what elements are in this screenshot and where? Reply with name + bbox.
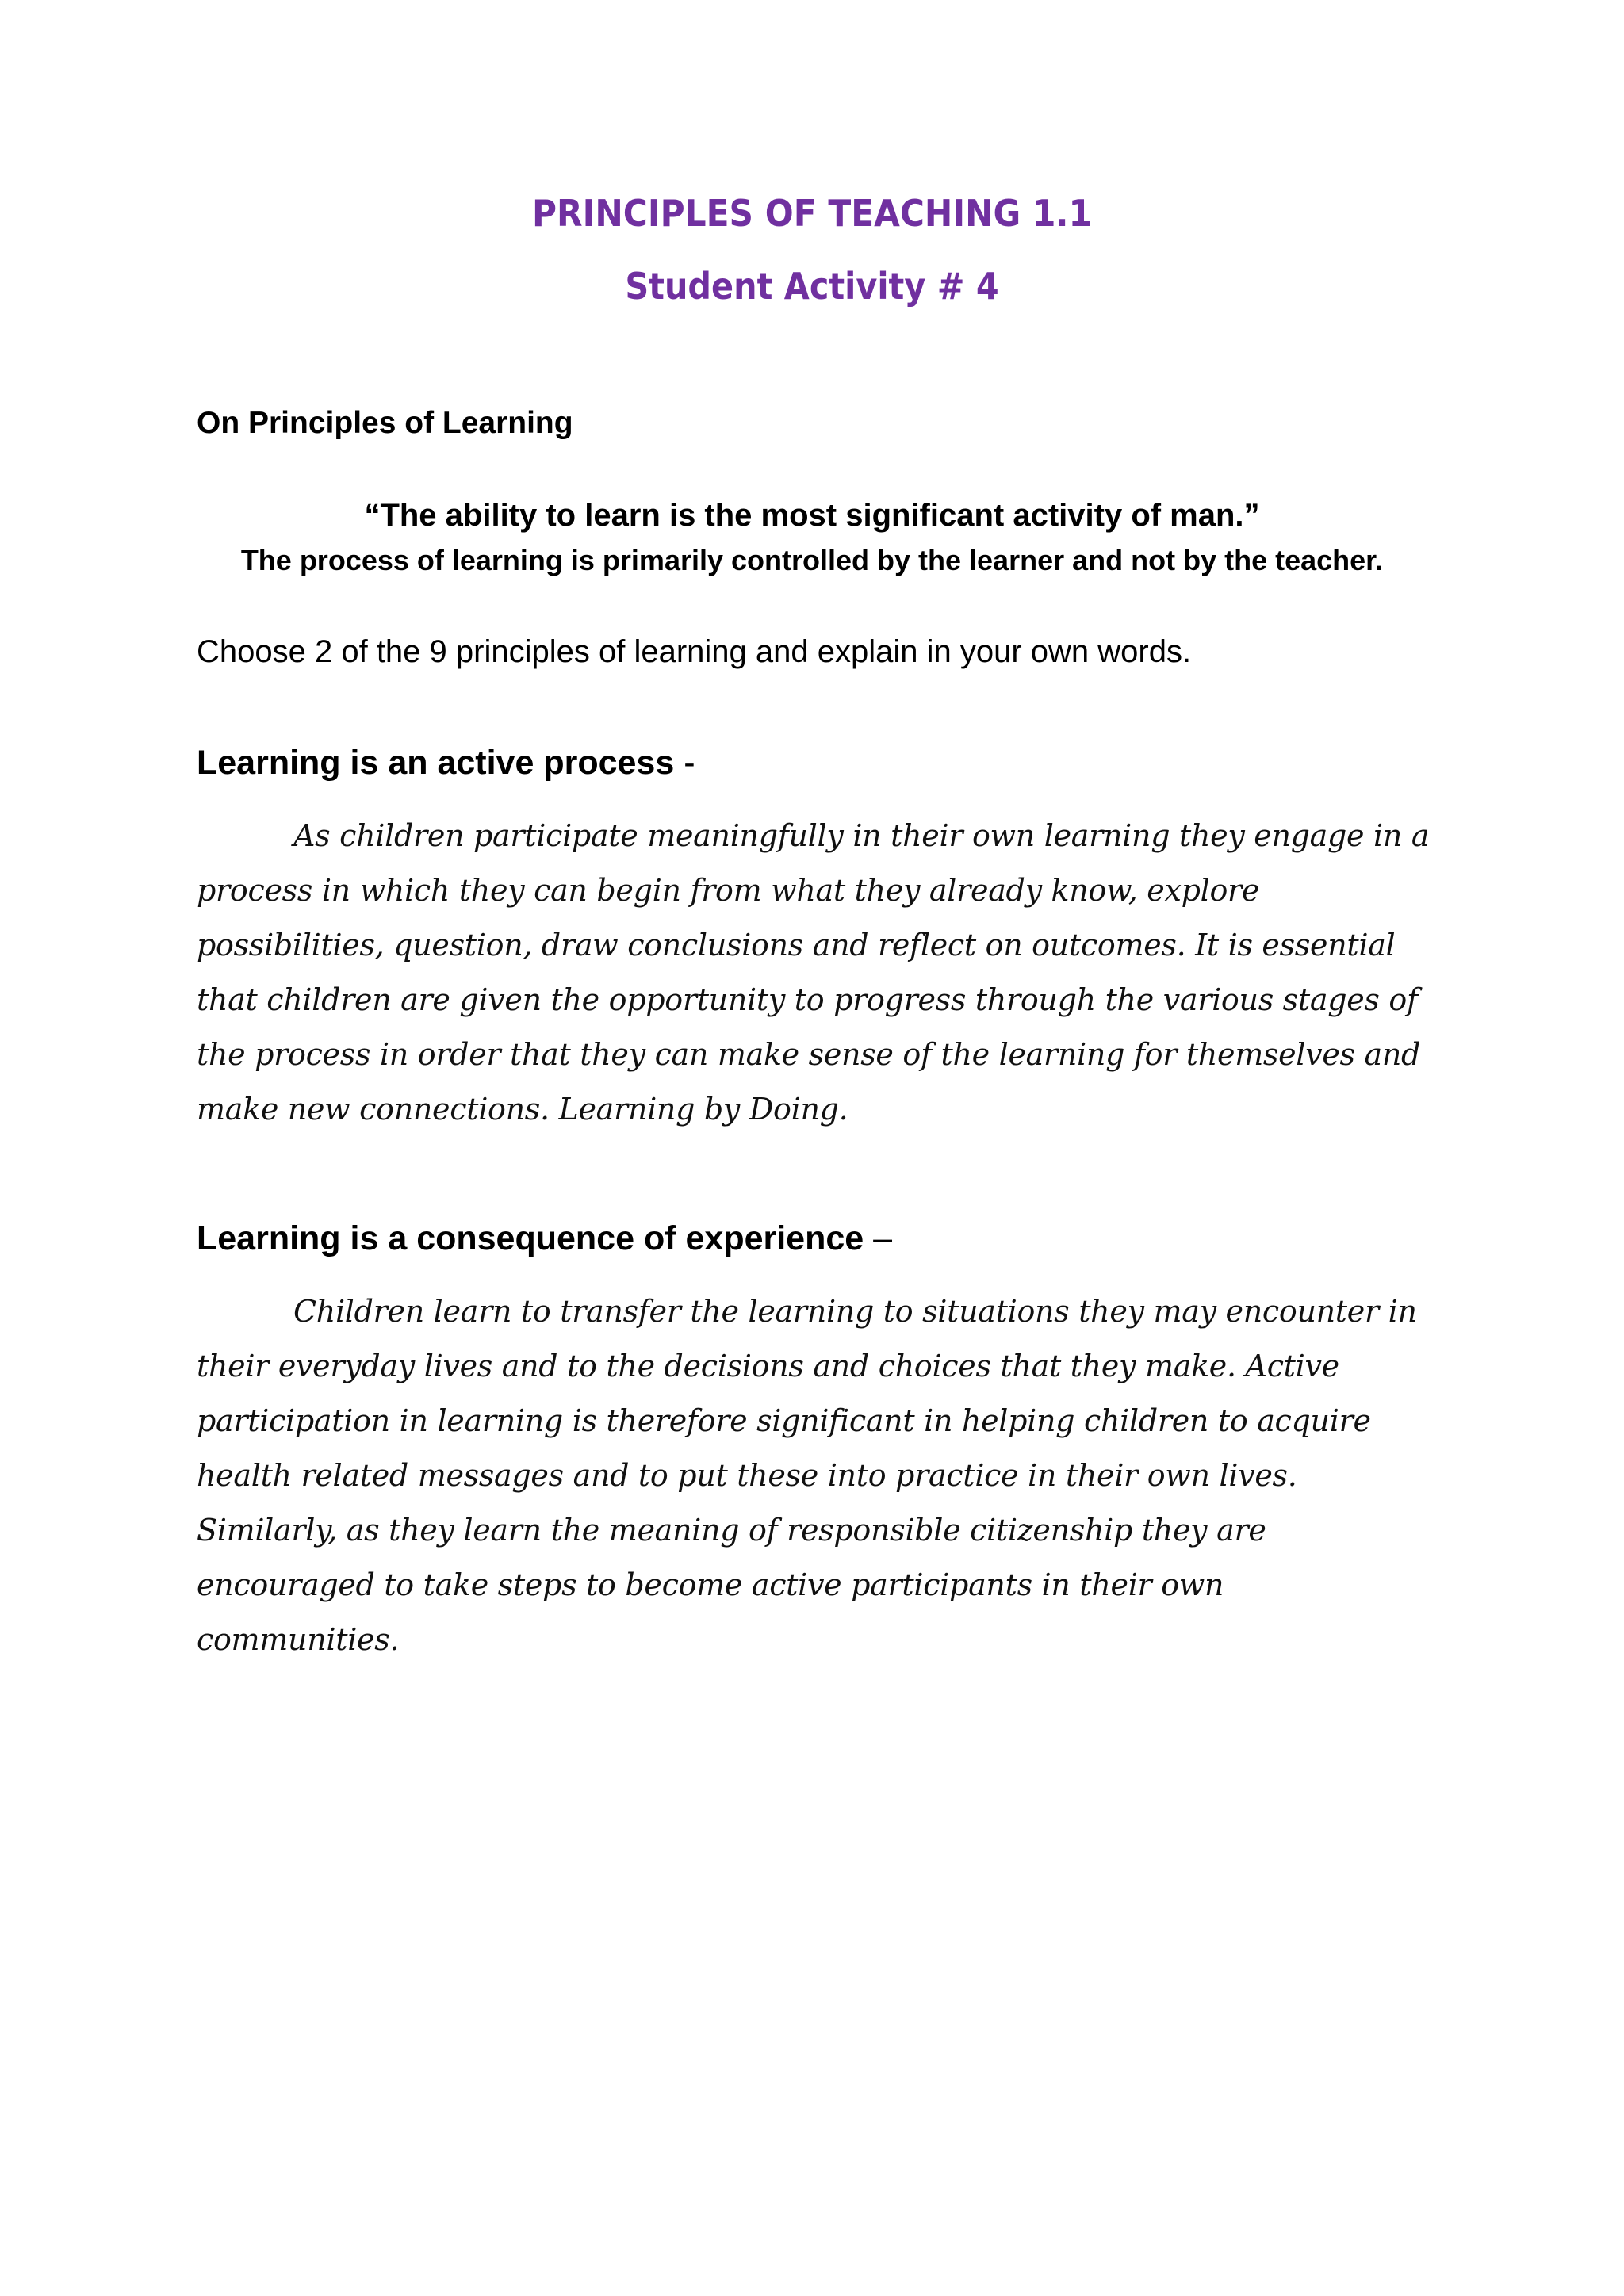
principle-heading-dash: -: [674, 744, 695, 782]
principle-heading-text: Learning is an active process: [197, 744, 675, 782]
principle-explanation: Children learn to transfer the learning to situations they may encounter in their everyday lives and to the decisions and choices that they make. Active participation in learning is therefore significant in helping children to acquire health related messages and to put these into practice in their own lives. Similarly, as they learn the meaning of responsible citizenship they are encouraged to take steps to become active participants in their own communities.: [197, 1294, 1417, 1657]
principle-heading-dash: –: [864, 1219, 893, 1257]
principle-heading-text: Learning is a consequence of experience: [197, 1219, 864, 1257]
principle-heading: [197, 1219, 892, 1258]
principle-heading: [197, 744, 695, 783]
document-title: PRINCIPLES OF TEACHING 1.1: [532, 192, 1092, 235]
document-subtitle: Student Activity # 4: [625, 265, 999, 308]
principle-explanation: As children participate meaningfully in their own learning they engage in a process in which they can begin from what they already know, explore possibilities, question, draw conclusions and reflect on outcomes. It is essential that children are given the opportunity to progress through the various stages of the process in order that they can make sense of the learning for themselves and make new connections. Learning by Doing.: [197, 818, 1430, 1127]
quote: “The ability to learn is the most significant activity of man.”: [364, 498, 1260, 533]
instruction-text: Choose 2 of the 9 principles of learning and explain in your own words.: [197, 634, 1192, 669]
section-label: On Principles of Learning: [197, 406, 573, 440]
quote-subtext: The process of learning is primarily controlled by the learner and not by the teacher.: [240, 544, 1384, 576]
